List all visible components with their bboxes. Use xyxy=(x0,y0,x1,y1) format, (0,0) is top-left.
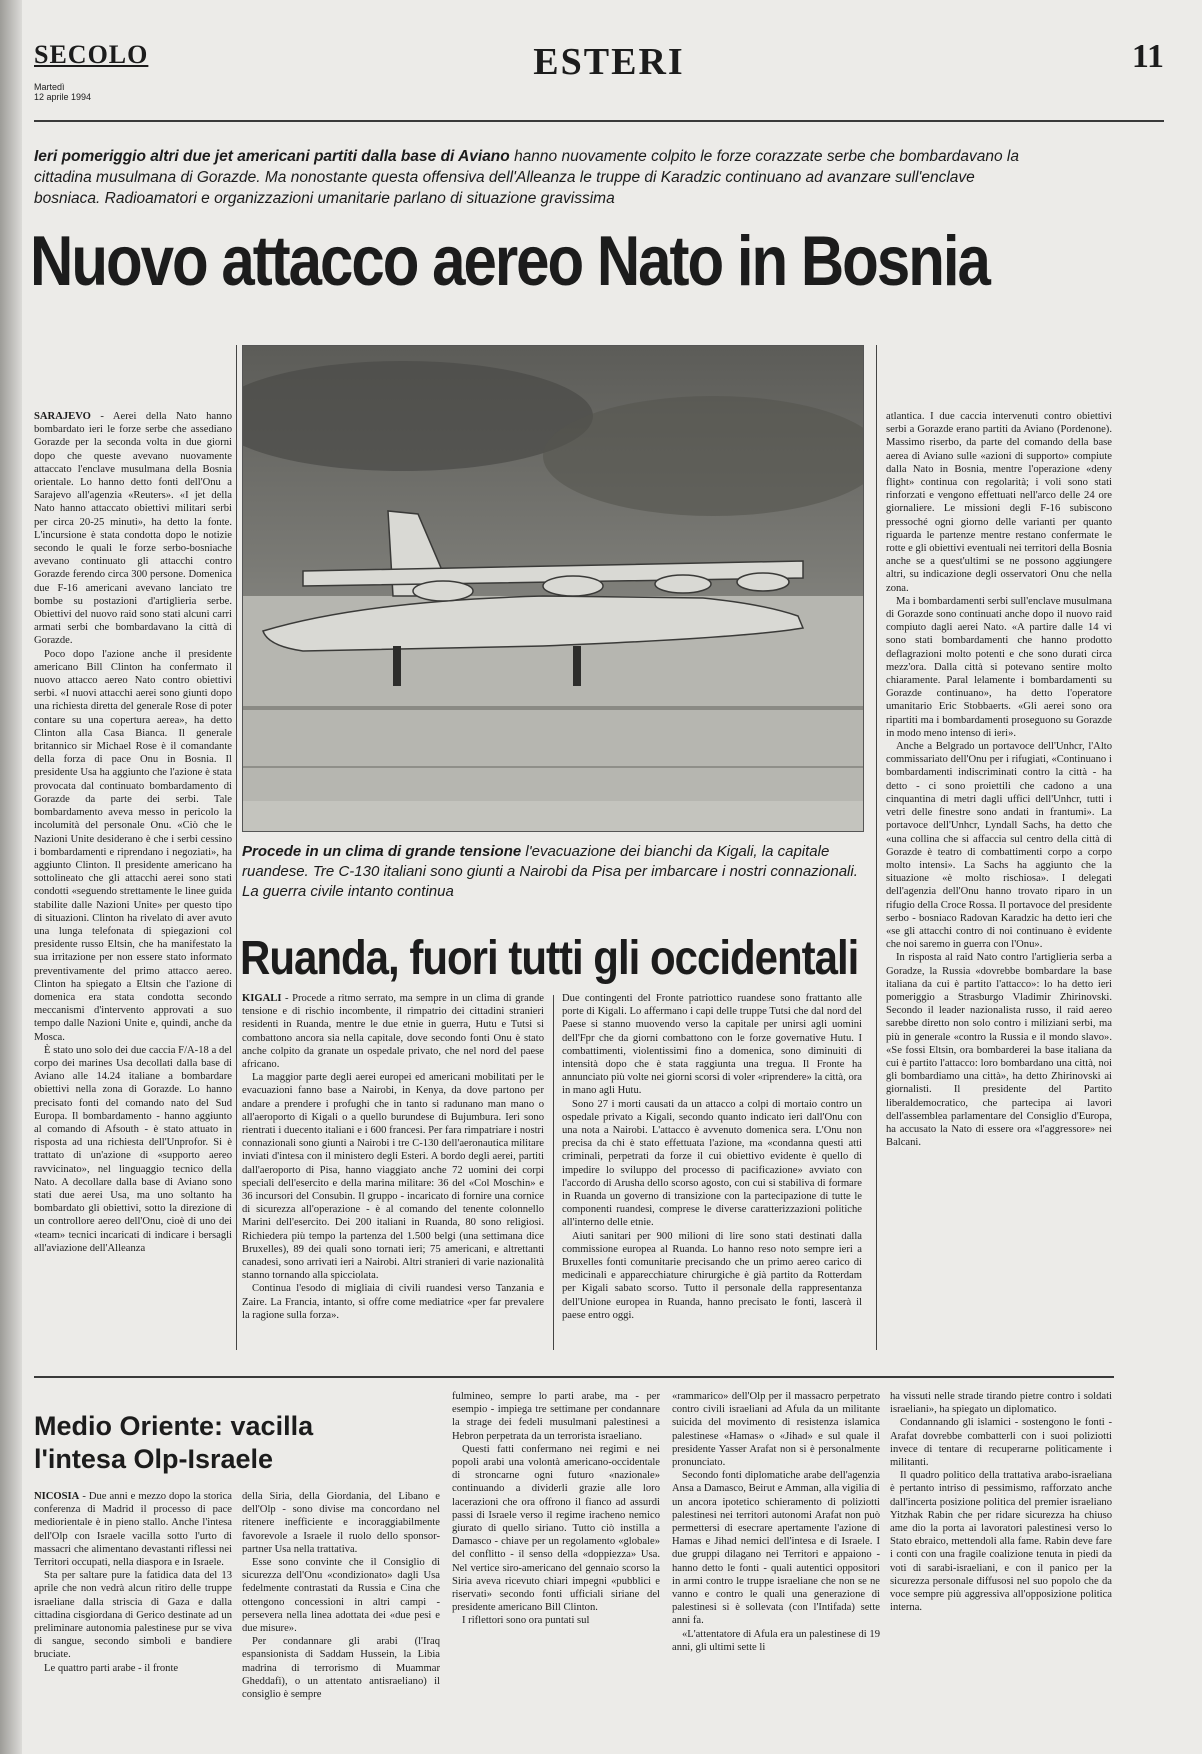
mideast-paragraph: Sta per saltare pure la fatidica data del 13 aprile che non vedrà alcun ritiro delle truppe israeliane dalla striscia di Gaza e dalla cittadina cisgiordana di Gerico destinate ad un preliminare autonomia palestinese pur se viva di sangue, secondo simboli e bandiere bruciate. xyxy=(34,1570,232,1661)
mideast-paragraph: Per condannare gli arabi (l'Iraq espansionista di Saddam Hussein, la Libia madrina di terrorismo di Muammar Gheddafi), o un attentato antisraeliano) il consiglio è sempre xyxy=(242,1636,440,1701)
newspaper-logo: SECOLO xyxy=(34,40,149,69)
mideast-paragraph: «L'attentatore di Afula era un palestinese di 19 anni, gli ultimi sette li xyxy=(672,1628,880,1653)
bosnia-paragraph: In risposta al raid Nato contro l'artiglieria serba a Goradze, la Russia «dovrebbe bombardare la base italiana da cui è partito l'attacco»: lo ha detto ieri pomeriggio a Strasburgo Vladimir Zhirinovski. Secondo il leader nazionalista russo, il raid aereo sarebbe diretto non solo contro i miliziani serbi, ma più in generale «contro la Russia e il mondo slavo». «Se fossi Eltsin, ora bombarderei la base italiana da cui è partito l'attacco: loro bombardano una città, noi gli bombardiamo una città», ha detto Zhirinovski ai giornalisti. Il presidente del Partito liberaldemocratico, che partecipa ai lavori dell'assemblea parlamentare del Consiglio d'Europa, ha accusato la Nato di essere ora «l'aggressore» nei Balcani. xyxy=(886,952,1112,1149)
rwanda-paragraph: Continua l'esodo di migliaia di civili ruandesi verso Tanzania e Zaire. La Francia, intanto, si offre come mediatrice «per far prevalere la ragione sulla forza». xyxy=(242,1283,544,1321)
mideast-paragraph: Secondo fonti diplomatiche arabe dell'agenzia Ansa a Damasco, Beirut e Amman, alla vigilia di un ancora ipotetico schieramento di poliziotti palestinesi nei territori autonomi Arafat non può permettersi di esecrare apertamente l'azione di Hamas e Jihad nemici dell'intesa e di Israele. I due gruppi dilagano nei Territori e appaiono - hanno detto le fonti - quali autentici oppositori in armi contro le truppe israeliane che non se ne vanno e contro le quali una generazione di palestinesi si è sollevata (con l'Intifada) sette anni fa. xyxy=(672,1470,880,1627)
issue-date xyxy=(34,82,154,102)
rwanda-headline: Ruanda, fuori tutti gli occidentali xyxy=(240,930,859,985)
caption-rest: l'evacuazione dei bianchi da Kigali, la capitale ruandese. Tre C-130 italiani sono giunti a Nairobi da Pisa per imbarcare i nostri connazionali. La guerra civile intanto continua xyxy=(242,843,858,900)
aircraft-photo-illustration xyxy=(243,346,863,831)
section-title: ESTERI xyxy=(533,41,685,83)
bosnia-column-2 xyxy=(886,410,1112,1350)
bosnia-paragraph: Anche a Belgrado un portavoce dell'Unhcr, l'Alto commissariato dell'Onu per i rifugiati, «Continuano i bombardamenti indiscriminati contro la città - ha detto - ci sono proiettili che cadono a una cinquantina di metri dagli uffici dell'Unhcr, tutti i vetri delle finestre sono andati in frantumi». La portavoce dell'Unhcr, Lyndall Sachs, ha detto che «una collina che si affaccia sul centro della città di Gorazde è teatro di combattimenti corpo a corpo molto intensi». La Sachs ha aggiunto che la situazione «è molto rischiosa». I delegati dell'agenzia dell'Onu hanno trovato riparo in un rifugio della Croce Rossa. Il portavoce del presidente serbo - bosniaco Radovan Karadzic ha detto ieri che «se gli attacchi contro di noi continuano è evidente che noi saremo in guerra con l'Onu». xyxy=(886,741,1112,951)
mideast-paragraph: ha vissuti nelle strade tirando pietre contro i soldati israeliani», ha spiegato un diplomatico. xyxy=(890,1391,1112,1416)
masthead xyxy=(34,36,1164,116)
rwanda-dateline: KIGALI xyxy=(242,993,282,1004)
rwanda-paragraph: Aiuti sanitari per 900 milioni di lire sono stati destinati dalla commissione europea al Ruanda. Lo hanno reso noto sempre ieri a Bruxelles fonti comunitarie precisando che un primo aereo carico di medicinali e apparecchiature chirurgiche è già partito da Rotterdam per Kigali sabato scorso. Tutto il personale della rappresentanza dell'Unione europea in Ruanda, hanno precisato le fonti, lascerà il paese entro oggi. xyxy=(562,1230,862,1321)
rwanda-paragraph: Due contingenti del Fronte patriottico ruandese sono frattanto alle porte di Kigali. Lo affermano i capi delle truppe Tutsi che dal nord del Paese si stanno muovendo verso la capitale per unirsi agli uomini dell'Fpr che da giorni combattono con le forze governative Hutu. I combattimenti, violentissimi fino a domenica, sono diminuiti di intensità dopo che è stata raggiunta una tregua. Il Fronte ha annunciato più volte nei giorni scorsi di voler «riprendere» la città, ora in mano agli Hutu. xyxy=(562,993,862,1097)
mideast-paragraph xyxy=(34,1490,232,1569)
masthead-rule xyxy=(34,120,1164,122)
bosnia-paragraph: Ma i bombardamenti serbi sull'enclave musulmana di Gorazde sono continuati anche dopo il nuovo raid compiuto dagli aerei Nato. «A partire dalle 14 vi sono stati bombardamenti che hanno prodotto deflagrazioni molto potenti e che sono durati circa mezz'ora. Dalla città si potevano sentire molto chiaramente. Paral lelamente i bombardamenti su Gorazde continuano», ha detto l'operatore umanitario Eric Stobbaerts. «Gli aerei sono ora ripartiti ma i bombardamenti proseguono su Gorazde in modo meno intenso di ieri». xyxy=(886,595,1112,739)
bosnia-paragraph: È stato uno solo dei due caccia F/A-18 a del corpo dei marines Usa decollati dalla base di Aviano alle 14.24 italiane a bombardare obiettivi nella zona di Gorazde. Lo hanno precisato fonti del comando nato del Sud Europa. Il bombardamento - hanno aggiunto al comando di Afsouth - è stato attuato in risposta ad una richiesta dell'Unprofor. Si è trattato di un'azione di «supporto aereo ravvicinato», nel linguaggio tecnico della Nato. A decollare dalla base di Aviano sono stati due aerei Usa, ma uno soltanto ha bombardato gli obiettivi, sotto la direzione di un controllore aereo dell'Onu, cioè di uno dei «team» tecnici incaricati di indicare i bersagli all'aviazione dell'Alleanza xyxy=(34,1044,232,1254)
mideast-paragraph: fulmineo, sempre lo parti arabe, ma - per esempio - impiega tre settimane per condannare la strage dei fedeli musulmani palestinesi a Hebron perpetrata da un terrorista israeliano. xyxy=(452,1391,660,1442)
main-headline: Nuovo attacco aereo Nato in Bosnia xyxy=(30,221,989,301)
bosnia-paragraph: Poco dopo l'azione anche il presidente americano Bill Clinton ha confermato il nuovo attacco aereo Nato contro obiettivi serbi. «I nuovi attacchi aerei sono giunti dopo una richiesta diretta del generale Rose di poter contare su una copertura aerea», ha detto Clinton alla Casa Bianca. Il generale britannico sir Michael Rose è il comandante della forza di pace Onu in Bosnia. Il presidente Usa ha aggiunto che l'azione è stata provocata dal continuato bombardamento di Gorazde da parte dei serbi. Tale bombardamento aveva messo in pericolo la incolumità del personale Onu. «Ciò che le Nazioni Unite desiderano è che i serbi cessino i bombardamenti e riprendano i negoziati», ha aggiunto Clinton. Il presidente americano ha sottolineato che gli attacchi aerei sono stati condotti «seguendo strettamente le linee guida stabilite dalle Nazioni Unite» per questo tipo di situazioni. Clinton ha rivelato di aver avuto una lunga telefonata di spiegazioni col presidente russo Eltsin, che ha manifestato la sua irritazione per non essere stato informato preventivamente del primo attacco aereo. Clinton ha spiegato a Eltsin che l'azione di domenica era stata condotta secondo meccanismi d'intervento approvati a suo tempo dalle Nazioni Unite e, quindi, anche da Mosca. xyxy=(34,648,232,1043)
kicker-rest: hanno nuovamente colpito le forze corazzate serbe che bombardavano la cittadina musulmana di Gorazde. Ma nonostante questa offensiva dell'Alleanza le truppe di Karadzic continuano ad avanzare sull'enclave bosniaca. Radioamatori e organizzazioni umanitarie parlano di situazione gravissima xyxy=(34,148,1019,207)
rwanda-paragraph xyxy=(242,992,544,1071)
mideast-paragraph: Il quadro politico della trattativa arabo-israeliana è pertanto intriso di pessimismo, rafforzato anche dall'incerta posizione politica del premier israeliano Yitzhak Rabin che per ridare sicurezza ha chiuso ame dio la porta ai lavoratori palestinesi verso lo Stato ebraico, mettendoli alla fame. Rabin deve fare i conti con una fragile coalizione tenuta in piedi da voti di sarabi-israeliani, e con il panico per la sicurezza personale diffusosi nel suo popolo che da voce sempre più aggressiva all'opposizione politica interna. xyxy=(890,1470,1112,1614)
photo-caption xyxy=(242,842,862,902)
rwanda-paragraph: La maggior parte degli aerei europei ed americani mobilitati per le evacuazioni fanno base a Nairobi, in Kenya, da dove partono per andare a prendere i profughi che in tanto si radunano man mano o all'aeroporto di Kigali o a quello burundese di Bujumbura. Ieri sono rientrati i duecento italiani e i 600 francesi. Per fara rimpatriare i nostri connazionali sono giunti a Nairobi i tre C-130 dell'aeronautica militare inviati d'intesa con il ministero degli Esteri. A bordo degli aerei, partiti dall'aeroporto di Pisa, hanno viaggiato anche 72 uomini dei corpi speciali dell'esercito e della marina militare: 36 del «Col Moschin» e 36 incursori del Consubin. Il gruppo - incaricato di fornire una cornice di sicurezza all'operazione - è al comando del tenente colonnello Marini dell'esercito. Dei 200 italiani in Ruanda, 80 sono religiosi. Richiedera più tempo la partenza del 1.500 belgi (una settimana dice Bruxelles), 89 dei quali sono tornati ieri; 75 americani, e altrettanti canadesi, sono arrivati ieri a Nairobi. Altri stranieri di varie nazionalità stanno tornando alla spicciolata. xyxy=(242,1072,544,1282)
page-binding-shadow xyxy=(0,0,22,1754)
kicker-lead: Ieri pomeriggio altri due jet americani partiti dalla base di Aviano xyxy=(34,148,510,165)
mideast-column-3 xyxy=(452,1390,660,1740)
mideast-paragraph: «rammarico» dell'Olp per il massacro perpetrato contro civili israeliani ad Afula da un militante suicida del movimento di resistenza islamica palestinese «Hamas» o «Jihad» e sul quale il presidente Yasser Arafat non si è personalmente pronunciato. xyxy=(672,1391,880,1469)
mideast-paragraph: Questi fatti confermano nei regimi e nei popoli arabi una volontà americano-occidentale di stroncarne ogni futuro «nazionale» continuando a dividerli grazie alle loro lacerazioni che ora offrono il fianco ad assurdi passi di Israele verso il regime iracheno nemico giurato di quello siriano. Tutto ciò instilla a Damasco - chiave per un regolamento «globale» del conflitto - il senso della «doppiezza» Usa. Nel vertice siro-americano del gennaio scorso la Siria aveva ricevuto chiari impegni «pubblici e riservati» secondo fonti ufficiali siriane del presidente americano Bill Clinton. xyxy=(452,1443,660,1614)
mideast-paragraph: Le quattro parti arabe - il fronte xyxy=(44,1662,179,1674)
mideast-paragraph: Condannando gli islamici - sostengono le fonti - Arafat dovrebbe combatterli con i suoi poliziotti invece di tentare di recuperarne politicamente i militanti. xyxy=(890,1417,1112,1469)
column-divider xyxy=(876,345,877,1350)
bosnia-text: - Aerei della Nato hanno bombardato ieri le forze serbe che assediano Gorazde per la seconda volta in due giorni dopo che queste avevano nuovamente attaccato l'enclave musulmana della Bosnia orientale. Lo hanno detto fonti dell'Onu a Sarajevo all'agenzia «Reuters». «I jet della Nato hanno attaccato obiettivi militari serbi per circa 20-25 minuti», ha detto la fonte. L'incursione è stata condotta dopo le notizie secondo le quali le forze serbo-bosniache avevano continuato gli attacchi contro Gorazde ferendo circa 300 persone. Domenica due F-16 americani avevano lanciato tre bombe su postazioni d'artiglieria serbe. Obiettivi del nuovo raid sono stati alcuni carri armati serbi che bombardavano la città di Gorazde. xyxy=(34,411,232,647)
bosnia-paragraph: atlantica. I due caccia intervenuti contro obiettivi serbi a Gorazde erano partiti da Aviano (Pordenone). Massimo riserbo, da parte del comando della base aerea di Aviano sulle «azioni di supporto» compiute dalla Nato in Bosnia, mentre l'operazione «deny flight» continua con regolarità; i voli sono stati rinforzati e vengono effettuati nell'arco delle 24 ore giornaliere. Le missioni degli F-16 subiscono pressoché ogni giorno delle varianti per quanto riguarda le partenze mentre restano confermate le rotte e gli obiettivi eventuali nei territori della Bosnia anche se a quest'ultimi se ne possono aggiungere altri, su indicazione degli osservatori Onu che nella zona. xyxy=(886,411,1112,594)
mideast-column-2 xyxy=(242,1490,440,1740)
rwanda-paragraph: Sono 27 i morti causati da un attacco a colpi di mortaio contro un ospedale privato a Kigali, secondo quanto indicato ieri dall'Onu con una nota a Nairobi. L'attacco è avvenuto domenica sera. L'Onu non precisa da chi è stato effettuata l'azione, ma «condanna questi atti criminali, perpetrati da forze il cui obiettivo evidente è quello di impedire lo sviluppo del processo di pacificazione» avviato con l'accordo di Arusha dello scorso agosto, con cui si stabiliva di formare in Ruanda un governo di transizione con la partecipazione di tutte le componenti ruandesi, comprese le diverse caratterizzazioni politiche all'interno delle etnie. xyxy=(562,1098,862,1229)
page-number: 11 xyxy=(1131,38,1164,75)
column-divider xyxy=(553,995,554,1350)
bosnia-paragraph xyxy=(34,410,232,648)
bosnia-dateline: SARAJEVO xyxy=(34,411,91,422)
issue-day: 12 aprile 1994 xyxy=(34,92,92,102)
mideast-headline: Medio Oriente: vacilla l'intesa Olp-Israele xyxy=(34,1411,314,1474)
mideast-text: - Due anni e mezzo dopo la storica conferenza di Madrid il processo di pace mediorientale è in pieno stallo. Anche l'intesa dell'Olp con Israele vacilla sotto l'urto di massacri che alimentano devastanti riflessi nei Territori occupati, nella diaspora e in Israele. xyxy=(34,1491,232,1569)
mideast-column-4 xyxy=(672,1390,880,1740)
mideast-paragraph: Esse sono convinte che il Consiglio di sicurezza dell'Onu «condizionato» dagli Usa fedelmente contrastati da Russia e Cina che ottengono concessioni in altri campi - persevera nella linea adottata dei «due pesi e due misure». xyxy=(242,1557,440,1635)
caption-lead: Procede in un clima di grande tensione xyxy=(242,843,522,860)
rwanda-text: - Procede a ritmo serrato, ma sempre in un clima di grande tensione e di rischio incombente, il rimpatrio dei cittadini stranieri residenti in Ruanda, mentre le due etnie in guerra, Hutu e Tutsi si combattono ancora sia nella capitale, dove secondo fonti Onu è stato anche colpito da granate un ospedale privato, che nel nord del paese africano. xyxy=(242,993,544,1071)
mideast-paragraph: della Siria, della Giordania, del Libano e dell'Olp - sono divise ma concordano nel ritenere inefficiente e incoraggiabilmente favorevole a Israele il ruolo dello sponsor-partner Usa nella trattativa. xyxy=(242,1491,440,1555)
column-divider xyxy=(236,345,237,1350)
photo-c130-aircraft xyxy=(242,345,864,832)
mideast-column-5 xyxy=(890,1390,1112,1740)
bosnia-column-1 xyxy=(34,410,232,1350)
issue-weekday: Martedì xyxy=(34,82,65,92)
top-story-kicker xyxy=(34,146,1024,209)
rwanda-column-1 xyxy=(242,992,544,1350)
mideast-column-1 xyxy=(34,1490,232,1740)
rwanda-column-2 xyxy=(562,992,862,1350)
section-rule xyxy=(34,1376,1114,1378)
mideast-dateline: NICOSIA xyxy=(34,1491,80,1502)
mideast-paragraph: I riflettori sono ora puntati sul xyxy=(462,1615,590,1627)
